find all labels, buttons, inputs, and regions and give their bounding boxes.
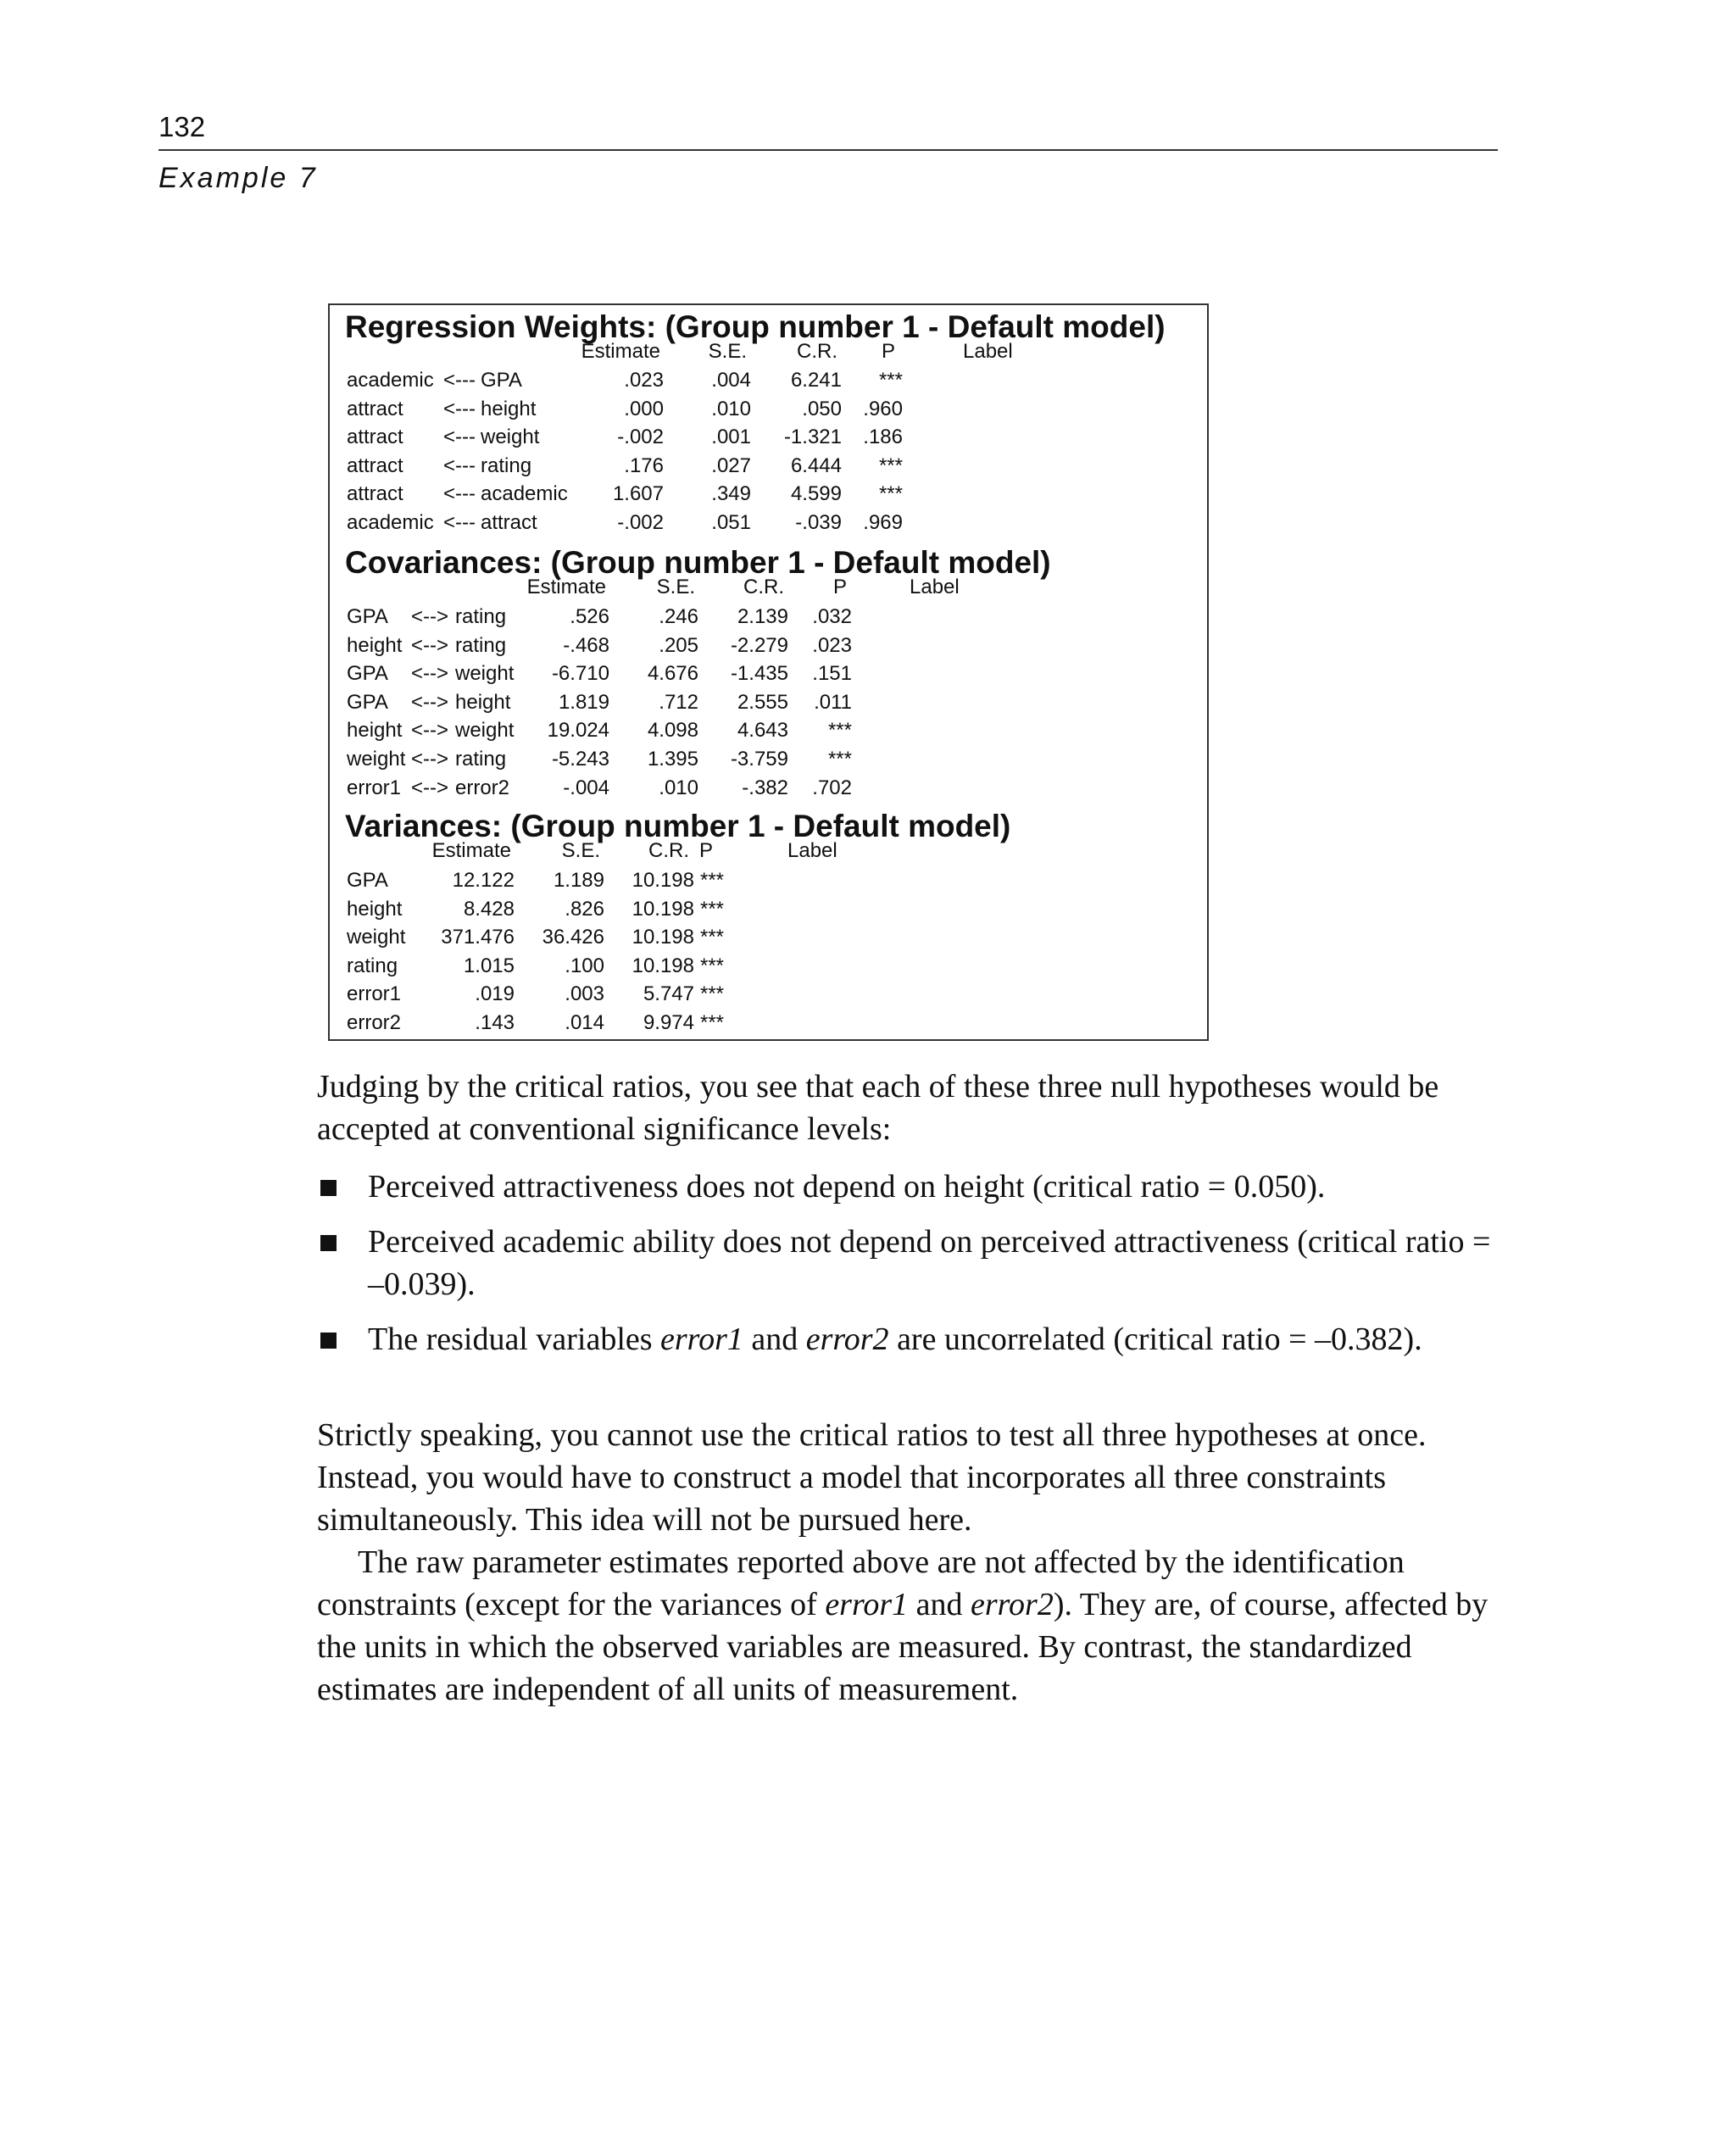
table-cell: -5.243 (551, 748, 609, 771)
table-cell: <--- (443, 426, 476, 449)
table-cell: <--- (443, 397, 476, 420)
table-cell: attract (347, 397, 403, 420)
table-cell: -1.321 (783, 426, 842, 449)
column-header: P (698, 839, 713, 862)
table-cell: <--> (411, 776, 449, 799)
column-header: C.R. (743, 576, 784, 598)
table-cell: height (455, 690, 511, 714)
square-bullet-icon (320, 1235, 337, 1251)
bullet-text: Perceived attractiveness does not depend on height (critical ratio = 0.050). (368, 1169, 1326, 1205)
table-cell: 371.476 (441, 926, 515, 949)
table-cell: height (347, 719, 403, 743)
square-bullet-icon (320, 1180, 337, 1196)
table-cell: error2 (347, 1011, 402, 1034)
paragraph: Strictly speaking, you cannot use the critical ratios to test all three hypotheses at once. Instead, you would have to construct a model that incorporates all three constraints simultaneously. This idea will not be pursued here. (317, 1417, 1427, 1538)
table-cell: 4.643 (737, 719, 788, 743)
table-cell: 1.189 (553, 869, 604, 892)
table-cell: attract (347, 453, 403, 477)
table-cell: rating (455, 633, 507, 657)
table-cell: error1 (347, 982, 402, 1006)
table-cell: 9.974 (643, 1011, 694, 1034)
table-cell: weight (347, 926, 406, 949)
table-cell: 4.599 (790, 482, 842, 506)
table-cell: <--> (411, 605, 449, 628)
table-cell: 6.241 (790, 369, 842, 392)
table-cell: .023 (624, 369, 664, 392)
table-cell: height (481, 397, 537, 420)
table-cell: .826 (565, 897, 604, 921)
bullet-text: Perceived academic ability does not depend on perceived attractiveness (critical ratio = –0.039). (368, 1224, 1491, 1302)
table-cell: <--- (443, 511, 476, 534)
table-cell: 1.819 (558, 690, 609, 714)
table-cell: .032 (812, 605, 852, 628)
table-cell: 5.747 (643, 982, 694, 1006)
table-cell: -2.279 (730, 633, 788, 657)
table-cell: .151 (812, 662, 852, 686)
column-header: Label (910, 576, 960, 598)
table-cell: *** (700, 897, 725, 921)
table-cell: -.004 (563, 776, 609, 799)
table-cell: attract (347, 426, 403, 449)
paragraph-text-part: ). They are, of course, affected by the units in which the observed variables are measured. By contrast, the standardized estimates are independent of all units of measurement. (317, 1587, 1488, 1707)
column-header: C.R. (648, 839, 689, 862)
variable-name: error1 (825, 1587, 909, 1622)
table-cell: .027 (711, 453, 751, 477)
table-cell: .712 (659, 690, 698, 714)
covariances-title: Covariances: (Group number 1 - Default model) (345, 545, 1051, 580)
table-cell: <--- (443, 453, 476, 477)
table-cell: height (347, 633, 403, 657)
table-cell: .010 (659, 776, 698, 799)
table-cell: .960 (863, 397, 903, 420)
table-cell: .100 (565, 954, 604, 977)
bullet-text-part: The residual variables (368, 1321, 661, 1357)
table-cell: *** (827, 748, 852, 771)
table-cell: .246 (659, 605, 698, 628)
table-cell: .050 (802, 397, 842, 420)
table-cell: *** (878, 453, 903, 477)
table-cell: rating (347, 954, 398, 977)
table-cell: 10.198 (632, 897, 694, 921)
table-cell: .014 (565, 1011, 604, 1034)
column-header: S.E. (656, 576, 695, 598)
column-header: Label (787, 839, 837, 862)
table-cell: .000 (624, 397, 664, 420)
column-header: P (881, 340, 895, 363)
table-cell: .969 (863, 511, 903, 534)
table-cell: GPA (347, 662, 388, 686)
table-cell: .349 (711, 482, 751, 506)
table-cell: .186 (863, 426, 903, 449)
table-cell: GPA (347, 869, 388, 892)
square-bullet-icon (320, 1333, 337, 1349)
table-cell: 10.198 (632, 869, 694, 892)
table-cell: .023 (812, 633, 852, 657)
table-cell: .011 (814, 690, 852, 714)
table-cell: weight (455, 719, 515, 743)
table-cell: rating (455, 605, 507, 628)
table-cell: weight (455, 662, 515, 686)
table-cell: 2.139 (737, 605, 788, 628)
table-cell: *** (700, 982, 725, 1006)
table-cell: *** (878, 369, 903, 392)
list-item (317, 1221, 1504, 1305)
table-cell: <--> (411, 662, 449, 686)
table-cell: .526 (570, 605, 609, 628)
table-cell: .010 (711, 397, 751, 420)
list-item (317, 1166, 1504, 1208)
table-cell: .019 (475, 982, 515, 1006)
table-cell: .001 (711, 426, 751, 449)
table-cell: academic (481, 482, 568, 506)
table-cell: .003 (565, 982, 604, 1006)
table-cell: 10.198 (632, 926, 694, 949)
table-cell: 19.024 (547, 719, 609, 743)
header-rule (159, 149, 1498, 151)
list-item (317, 1318, 1504, 1360)
paragraph-text-part: and (908, 1587, 971, 1622)
table-cell: .205 (659, 633, 698, 657)
table-cell: -.002 (617, 511, 664, 534)
table-cell: 12.122 (452, 869, 515, 892)
table-cell: 4.676 (647, 662, 698, 686)
variable-name: error2 (805, 1321, 889, 1357)
table-cell: GPA (481, 369, 522, 392)
table-cell: <--> (411, 690, 449, 714)
amos-output-box (328, 303, 1209, 1041)
table-cell: *** (700, 926, 725, 949)
running-head: Example 7 (159, 162, 318, 194)
table-cell: <--> (411, 633, 449, 657)
page-number: 132 (159, 111, 206, 142)
table-cell: -.002 (617, 426, 664, 449)
column-header: Estimate (581, 340, 660, 363)
table-cell: rating (455, 748, 507, 771)
table-cell: *** (700, 1011, 725, 1034)
table-cell: -1.435 (730, 662, 788, 686)
table-cell: <--- (443, 369, 476, 392)
table-cell: academic (347, 369, 434, 392)
table-cell: *** (827, 719, 852, 743)
table-cell: .702 (812, 776, 852, 799)
table-cell: -.039 (795, 511, 842, 534)
table-cell: rating (481, 453, 532, 477)
intro-paragraph (317, 1066, 1504, 1150)
table-cell: 36.426 (542, 926, 604, 949)
table-cell: .051 (711, 511, 751, 534)
column-header: Estimate (526, 576, 606, 598)
column-header: S.E. (708, 340, 747, 363)
table-cell: 8.428 (463, 897, 515, 921)
table-cell: -3.759 (730, 748, 788, 771)
hypotheses-list (317, 1166, 1504, 1360)
table-cell: -.468 (563, 633, 609, 657)
column-header: Label (963, 340, 1013, 363)
table-cell: *** (700, 869, 725, 892)
table-cell: height (347, 897, 403, 921)
table-cell: error1 (347, 776, 402, 799)
table-cell: -6.710 (551, 662, 609, 686)
body-paragraphs (317, 1414, 1504, 1711)
paragraph (317, 1541, 1504, 1711)
bullet-text-part: are uncorrelated (critical ratio = –0.382). (888, 1321, 1422, 1357)
table-cell: .004 (711, 369, 751, 392)
table-cell: 1.607 (612, 482, 664, 506)
variable-name: error1 (660, 1321, 743, 1357)
table-cell: <--- (443, 482, 476, 506)
table-cell: error2 (455, 776, 510, 799)
table-cell: -.382 (742, 776, 788, 799)
table-cell: <--> (411, 748, 449, 771)
column-header: Estimate (431, 839, 511, 862)
intro-text: Judging by the critical ratios, you see that each of these three null hypotheses would be accepted at conventional significance levels: (317, 1069, 1439, 1147)
table-cell: <--> (411, 719, 449, 743)
table-cell: 1.395 (647, 748, 698, 771)
paragraph-text-part: The raw parameter estimates reported above are not affected by the identification constraints (except for the variances of (317, 1544, 1405, 1622)
variable-name: error2 (971, 1587, 1054, 1622)
table-cell: attract (481, 511, 537, 534)
regression-weights-title: Regression Weights: (Group number 1 - Default model) (345, 309, 1166, 344)
table-cell: GPA (347, 690, 388, 714)
table-cell: 2.555 (737, 690, 788, 714)
table-cell: .176 (624, 453, 664, 477)
table-cell: 4.098 (647, 719, 698, 743)
column-header: P (832, 576, 847, 598)
bullet-text-part: and (743, 1321, 806, 1357)
table-cell: attract (347, 482, 403, 506)
table-cell: *** (700, 954, 725, 977)
variances-title: Variances: (Group number 1 - Default model) (345, 809, 1011, 843)
table-cell: 1.015 (463, 954, 515, 977)
table-cell: 6.444 (790, 453, 842, 477)
table-cell: GPA (347, 605, 388, 628)
table-cell: *** (878, 482, 903, 506)
table-cell: .143 (475, 1011, 515, 1034)
column-header: C.R. (797, 340, 837, 363)
table-cell: 10.198 (632, 954, 694, 977)
column-header: S.E. (561, 839, 600, 862)
table-cell: academic (347, 511, 434, 534)
table-cell: weight (481, 426, 540, 449)
table-cell: weight (347, 748, 406, 771)
